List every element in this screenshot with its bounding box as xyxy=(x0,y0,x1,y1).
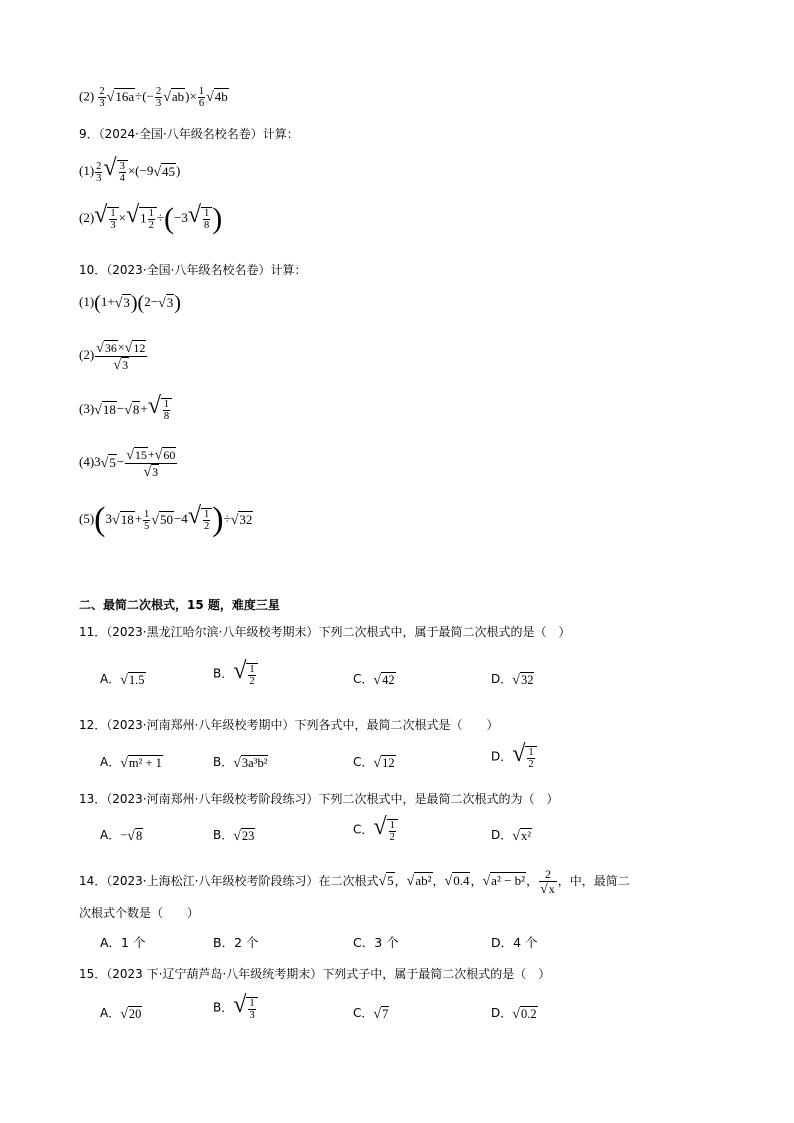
fraction xyxy=(163,399,170,422)
operator: + xyxy=(147,447,155,461)
q12-heading: 12．（2023·河南郑州·八年级校考期中）下列各式中，最简二次根式是（ ） xyxy=(79,718,499,732)
radical xyxy=(233,992,257,1022)
whole-part: 1 xyxy=(140,210,147,226)
option-label: B． xyxy=(213,666,234,681)
radical xyxy=(143,465,159,480)
part-label: (2) xyxy=(79,347,95,363)
sqrt-icon: √ xyxy=(154,447,163,463)
q13-option-c[interactable] xyxy=(353,814,398,844)
radicand: x² xyxy=(520,828,531,843)
separator: ， xyxy=(432,873,445,888)
radicand: 0.2 xyxy=(520,1006,537,1021)
option-label: C． xyxy=(353,1006,374,1020)
fraction xyxy=(119,161,126,184)
radicand: 3 xyxy=(152,464,159,479)
fraction xyxy=(143,509,150,532)
radicand xyxy=(246,997,257,1021)
radical xyxy=(373,814,397,844)
radical xyxy=(373,671,395,690)
sqrt-icon: √ xyxy=(540,881,548,897)
operator: − xyxy=(116,401,125,416)
fraction xyxy=(198,86,205,109)
q9-heading: 9．（2024·全国·八年级名校名卷）计算： xyxy=(79,127,299,141)
denominator: 2 xyxy=(389,832,395,844)
fraction xyxy=(248,664,255,687)
radicand: 12 xyxy=(133,340,146,355)
radical xyxy=(107,89,135,106)
q15-heading: 15．（2023 下·辽宁葫芦岛·八年级统考期末）下列式子中，属于最简二次根式的是（ ） xyxy=(79,967,551,981)
fraction xyxy=(98,86,105,109)
numerator: 2 xyxy=(99,86,105,97)
operator: + xyxy=(140,401,148,416)
sqrt-icon: √ xyxy=(230,512,239,528)
fraction xyxy=(203,208,210,231)
radical xyxy=(187,202,212,232)
numerator: 2 xyxy=(539,868,557,882)
radicand: 5 xyxy=(109,454,116,470)
numerator: 1 xyxy=(249,998,255,1010)
q14-option-c[interactable]: C．3 个 xyxy=(353,935,399,950)
part-label: (4) xyxy=(79,454,95,470)
denominator: 2 xyxy=(528,759,534,771)
radicand: 50 xyxy=(159,511,173,527)
sqrt-icon: √ xyxy=(153,164,162,180)
radical xyxy=(407,873,433,890)
radical xyxy=(231,512,254,529)
option-label: A． xyxy=(100,1006,121,1020)
denominator xyxy=(125,464,177,480)
radicand: 3 xyxy=(123,294,130,310)
q10-part2 xyxy=(79,340,148,373)
operator: × xyxy=(118,210,126,225)
fraction xyxy=(95,161,102,184)
radical xyxy=(187,503,212,533)
sqrt-icon: √ xyxy=(94,202,108,228)
sqrt-icon: √ xyxy=(100,455,109,471)
coefficient: −3 xyxy=(174,210,188,225)
sqrt-icon: √ xyxy=(106,90,115,105)
denominator xyxy=(539,882,557,896)
radicand: 5 xyxy=(387,873,394,889)
denominator: 2 xyxy=(249,676,255,688)
sqrt-icon: √ xyxy=(127,828,135,844)
radical xyxy=(115,295,131,312)
part-label: (1) xyxy=(79,163,95,178)
operator: × xyxy=(117,340,125,354)
radicand xyxy=(387,819,398,843)
radical xyxy=(206,89,229,106)
option-label: C． xyxy=(353,672,374,686)
sqrt-icon: √ xyxy=(125,202,140,228)
separator: ， xyxy=(470,873,483,888)
operator: −4 xyxy=(173,511,188,526)
open-paren: ( xyxy=(137,292,145,315)
radicand xyxy=(246,663,257,687)
q14-option-a[interactable]: A．1 个 xyxy=(100,935,146,950)
coefficient: 3 xyxy=(105,511,112,526)
radical xyxy=(482,873,526,890)
operator: ÷(− xyxy=(135,88,154,104)
numerator: 1 xyxy=(389,820,395,832)
radicand: 8 xyxy=(132,401,140,417)
sqrt-icon: √ xyxy=(444,874,453,890)
q14-heading-line2: 次根式个数是（ ） xyxy=(79,906,200,920)
close-paren: ) xyxy=(174,292,181,315)
sqrt-icon: √ xyxy=(94,402,102,418)
radicand: ab² xyxy=(415,873,432,889)
numerator: 1 xyxy=(148,208,154,220)
radical xyxy=(94,402,117,419)
close-paren: ) xyxy=(130,292,138,315)
sqrt-icon: √ xyxy=(124,402,132,418)
q10-part3 xyxy=(79,393,172,423)
numerator xyxy=(125,447,177,464)
numerator: 1 xyxy=(203,509,210,521)
q11-option-b[interactable] xyxy=(213,658,258,688)
sqrt-icon: √ xyxy=(482,874,491,890)
radical xyxy=(120,754,163,773)
radical xyxy=(125,202,157,232)
sqrt-icon: √ xyxy=(512,741,526,767)
radicand xyxy=(139,207,157,231)
radicand: 15 xyxy=(134,447,147,462)
coefficient: 3 xyxy=(94,454,101,470)
numerator: 1 xyxy=(204,208,210,220)
q8-part2 xyxy=(79,86,229,109)
open-paren: ( xyxy=(164,202,174,236)
operator: ×(−9 xyxy=(127,163,154,178)
radicand xyxy=(201,207,212,231)
denominator: 3 xyxy=(99,98,105,109)
denominator: 4 xyxy=(119,173,125,185)
radicand xyxy=(525,746,536,770)
option-label: A． xyxy=(100,755,121,769)
numerator: 1 xyxy=(198,86,205,97)
radicand xyxy=(117,160,128,184)
fraction xyxy=(125,447,177,480)
part-label: (2) xyxy=(79,88,95,104)
radicand: 18 xyxy=(120,511,134,527)
term: 2− xyxy=(144,294,159,309)
sqrt-icon: √ xyxy=(373,1006,382,1022)
close-paren: ) xyxy=(212,501,224,539)
q15-option-a[interactable] xyxy=(100,1004,142,1024)
q13-option-b[interactable] xyxy=(213,826,255,846)
q11-option-a[interactable] xyxy=(100,670,146,690)
radicand: 0.4 xyxy=(453,873,470,889)
q12-option-d[interactable] xyxy=(491,741,537,771)
radical xyxy=(120,1005,142,1024)
radical xyxy=(233,827,255,846)
sqrt-icon: √ xyxy=(373,755,382,771)
open-paren: ( xyxy=(94,501,106,539)
q13-heading: 13．（2023·河南郑州·八年级校考阶段练习）下列二次根式中，是最简二次根式的为（ ） xyxy=(79,792,559,806)
denominator: 3 xyxy=(96,172,102,184)
sqrt-icon: √ xyxy=(143,464,152,480)
q14-option-b[interactable]: B．2 个 xyxy=(213,935,259,950)
fraction xyxy=(248,998,255,1021)
radical xyxy=(512,1005,537,1024)
numerator: 2 xyxy=(155,86,162,97)
radicand: 32 xyxy=(239,511,253,527)
radicand: 36 xyxy=(104,340,117,355)
radical xyxy=(147,393,172,423)
radicand: 12 xyxy=(382,755,395,770)
question-text: ，中，最简二 xyxy=(557,873,630,888)
sqrt-icon: √ xyxy=(512,1006,520,1022)
numerator: 1 xyxy=(144,508,150,520)
fraction xyxy=(148,208,155,231)
numerator: 1 xyxy=(163,399,170,411)
fraction xyxy=(203,509,210,532)
section-title: 二、最简二次根式，15 题，难度三星 xyxy=(79,598,280,612)
sqrt-icon: √ xyxy=(112,512,120,528)
radical xyxy=(512,671,534,690)
q13-option-d[interactable] xyxy=(491,826,532,846)
sqrt-icon: √ xyxy=(233,828,241,844)
sqrt-icon: √ xyxy=(163,90,171,105)
operator: ÷ xyxy=(223,511,231,526)
denominator: 5 xyxy=(144,520,150,532)
operator: ÷ xyxy=(156,210,164,225)
option-label: A． xyxy=(100,672,121,686)
question-text: 14．（2023·上海松江·八年级校考阶段练习）在二次根式 xyxy=(79,873,379,888)
fraction xyxy=(539,868,557,896)
option-label: C． xyxy=(353,755,374,769)
radical xyxy=(96,341,118,356)
radicand xyxy=(201,508,212,532)
radical xyxy=(540,883,556,896)
option-label: D． xyxy=(491,672,513,686)
radical xyxy=(125,341,147,356)
q15-option-d[interactable] xyxy=(491,1004,538,1024)
q14-option-d[interactable]: D．4 个 xyxy=(491,935,538,950)
radical xyxy=(153,164,176,181)
sqrt-icon: √ xyxy=(373,814,387,840)
denominator: 3 xyxy=(249,1010,255,1022)
sqrt-icon: √ xyxy=(187,202,202,228)
radicand: 23 xyxy=(241,828,255,843)
radicand xyxy=(161,398,172,422)
radical xyxy=(151,512,174,529)
radicand: 8 xyxy=(135,828,143,843)
radicand: a² − b² xyxy=(491,873,526,889)
fraction xyxy=(155,86,162,109)
q12-option-b[interactable] xyxy=(213,753,268,773)
q11-option-c[interactable] xyxy=(353,670,396,690)
radical xyxy=(233,658,257,688)
radicand: 32 xyxy=(520,672,534,687)
sqrt-icon: √ xyxy=(187,503,201,529)
radical xyxy=(158,295,174,312)
q11-heading: 11．（2023·黑龙江哈尔滨·八年级校考期末）下列二次根式中，属于最简二次根式的是（ ） xyxy=(79,625,571,639)
part-label: (1) xyxy=(79,294,95,309)
q9-part2 xyxy=(79,202,223,236)
denominator: 3 xyxy=(155,98,162,109)
separator: ， xyxy=(526,873,539,888)
radicand: ab xyxy=(171,89,185,104)
fraction xyxy=(109,208,116,231)
numerator: 2 xyxy=(96,160,102,172)
option-label: D． xyxy=(491,749,513,764)
q10-part5 xyxy=(79,501,253,539)
numerator: 1 xyxy=(110,208,116,220)
sqrt-icon: √ xyxy=(378,874,387,890)
radical xyxy=(373,754,395,773)
sqrt-icon: √ xyxy=(96,340,104,356)
operator: − xyxy=(116,454,125,470)
radicand: 3 xyxy=(166,294,174,310)
option-label: B． xyxy=(213,828,234,842)
radicand: 42 xyxy=(382,672,395,687)
radicand: 4b xyxy=(214,89,228,104)
radical xyxy=(127,827,143,846)
denominator: 3 xyxy=(110,220,116,232)
radical xyxy=(512,827,532,846)
close-paren: ) xyxy=(212,202,223,236)
sqrt-icon: √ xyxy=(233,755,241,771)
radicand: 1.5 xyxy=(128,672,145,687)
sqrt-icon: √ xyxy=(113,357,122,373)
operator: )× xyxy=(185,88,197,104)
part-label: (2) xyxy=(79,210,95,225)
close-paren: ) xyxy=(176,163,181,178)
radical xyxy=(163,89,185,106)
part-label: (3) xyxy=(79,401,95,416)
sqrt-icon: √ xyxy=(147,393,161,419)
option-label: A． xyxy=(100,828,121,842)
radical xyxy=(103,155,127,185)
denominator: 2 xyxy=(148,220,154,232)
sqrt-icon: √ xyxy=(120,755,128,771)
sqrt-icon: √ xyxy=(124,340,133,356)
radicand: 60 xyxy=(163,447,176,462)
q12-option-c[interactable] xyxy=(353,753,396,773)
option-label: B． xyxy=(213,1000,234,1015)
radicand: 45 xyxy=(162,163,176,179)
numerator: 1 xyxy=(249,664,255,676)
option-label: B． xyxy=(213,755,234,769)
q9-part1 xyxy=(79,155,181,185)
sqrt-icon: √ xyxy=(373,672,382,688)
numerator xyxy=(95,340,147,357)
radicand: x xyxy=(548,881,555,896)
radical xyxy=(373,1005,389,1024)
q15-option-b[interactable] xyxy=(213,992,258,1022)
term: 1+ xyxy=(100,294,115,309)
sqrt-icon: √ xyxy=(512,672,520,688)
option-label: D． xyxy=(491,828,513,842)
radical xyxy=(113,358,129,373)
sqrt-icon: √ xyxy=(158,295,166,311)
q14-heading xyxy=(79,868,630,896)
radicand: m² + 1 xyxy=(128,755,162,770)
q12-option-a[interactable] xyxy=(100,753,163,773)
sqrt-icon: √ xyxy=(126,447,134,463)
sqrt-icon: √ xyxy=(120,1006,128,1022)
sqrt-icon: √ xyxy=(406,874,415,890)
sqrt-icon: √ xyxy=(512,828,520,844)
denominator xyxy=(95,357,147,373)
q11-option-d[interactable] xyxy=(491,670,534,690)
sqrt-icon: √ xyxy=(233,992,247,1018)
fraction xyxy=(527,747,534,770)
q10-part1 xyxy=(79,292,181,315)
sqrt-icon: √ xyxy=(103,155,117,181)
numerator: 1 xyxy=(528,747,534,759)
q13-option-a[interactable] xyxy=(100,826,143,846)
separator: ， xyxy=(394,873,407,888)
denominator: 8 xyxy=(204,220,210,232)
radical xyxy=(94,202,118,232)
sqrt-icon: √ xyxy=(114,295,123,311)
denominator: 8 xyxy=(163,411,170,423)
radical xyxy=(445,873,471,890)
radicand: 16a xyxy=(115,89,135,104)
radical xyxy=(112,512,135,529)
radical xyxy=(233,754,268,773)
radicand: 3a³b² xyxy=(241,755,268,770)
radical xyxy=(512,741,536,771)
sqrt-icon: √ xyxy=(120,672,128,688)
radical xyxy=(101,455,117,472)
option-label: C． xyxy=(353,822,374,837)
radical xyxy=(155,448,177,463)
sqrt-icon: √ xyxy=(233,658,247,684)
fraction xyxy=(389,820,396,843)
radical xyxy=(126,448,148,463)
fraction xyxy=(95,340,147,373)
operator: + xyxy=(134,511,143,526)
radicand xyxy=(107,207,118,231)
radicand: 3 xyxy=(122,357,129,372)
sign: − xyxy=(120,828,128,842)
radical xyxy=(378,873,394,890)
sqrt-icon: √ xyxy=(206,90,214,105)
q10-part4 xyxy=(79,447,178,480)
part-label: (5) xyxy=(79,511,95,526)
q15-option-c[interactable] xyxy=(353,1004,389,1024)
sqrt-icon: √ xyxy=(151,512,159,528)
q10-heading: 10．（2023·全国·八年级名校名卷）计算： xyxy=(79,263,307,277)
option-label: D． xyxy=(491,1006,513,1020)
radicand: 7 xyxy=(382,1006,389,1021)
numerator: 3 xyxy=(119,161,125,173)
denominator: 2 xyxy=(203,521,210,533)
radical xyxy=(124,402,140,419)
denominator: 6 xyxy=(198,98,205,109)
open-paren: ( xyxy=(94,292,101,315)
radicand: 20 xyxy=(128,1006,142,1021)
radicand: 18 xyxy=(102,401,116,417)
radical xyxy=(120,671,145,690)
